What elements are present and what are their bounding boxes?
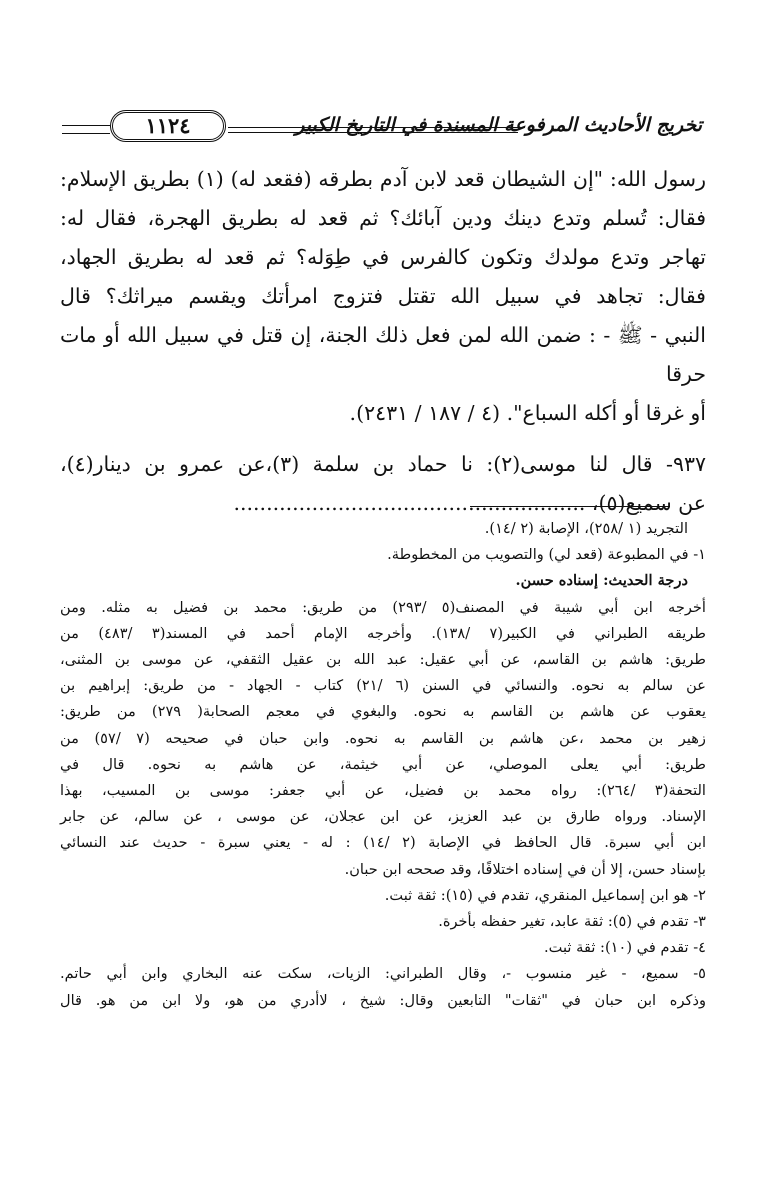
footnote-line: بإسناد حسن، إلا أن في إسناده اختلافًا، وقد صححه ابن حبان. <box>344 860 706 878</box>
header-rule <box>228 132 518 133</box>
text-line: تهاجر وتدع مولدك وتكون كالفرس في طِوَله؟ ثم قعد له بطريق الجهاد، <box>60 245 706 269</box>
footnote-line: يعقوب عن هاشم بن القاسم به نحوه. والبغوي في معجم الصحابة( ٢٧٩) من طريق: <box>60 703 707 721</box>
footnote-line: الإسناد. ورواه طارق بن عبد العزيز، عن ابن عجلان، عن موسى ، عن سالم، عن جابر <box>60 808 706 826</box>
footnote-line: عن سالم به نحوه. والنسائي في السنن (٦ /٢١) كتاب - الجهاد - من طريق: إبراهيم بن <box>60 677 707 695</box>
footnote-line: طريقه الطبراني في الكبير(٧ /١٣٨). وأخرجه الإمام أحمد في المسند(٣ /٤٨٣) من <box>60 624 706 642</box>
text-line: أو غرقا أو أكله السباع". (٤ / ١٨٧ / ٢٤٣١). <box>349 401 706 425</box>
text-line: فقال: تجاهد في سبيل الله تقتل فتزوج امرأتك ويقسم ميراثك؟ قال <box>60 284 706 308</box>
footnote-line: ١- في المطبوعة (قعد لي) والتصويب من المخطوطة. <box>387 546 706 564</box>
footnotes <box>60 516 706 1014</box>
page-header <box>62 108 702 148</box>
hadith-line: عن سميع(٥)، ...................................................... <box>233 491 706 515</box>
footnote-line: ٥- سميع، - غير منسوب -، وقال الطبراني: الزيات، سكت عنه البخاري وابن أبي حاتم. <box>60 965 706 983</box>
header-rule-end <box>62 125 110 134</box>
footnote-line: طريق: أبي يعلى الموصلي، عن أبي خيثمة، عن هاشم به نحوه. قال في <box>60 755 706 773</box>
header-rule <box>228 127 518 128</box>
footnote-line: وذكره ابن حبان في "ثقات" التابعين وقال: شيخ ، لاأدري من هو، ولا ابن من هو. قال <box>60 991 706 1009</box>
page-number: ١١٢٤ <box>110 110 226 142</box>
footnote-line: ٤- تقدم في (١٠): ثقة ثبت. <box>544 939 706 957</box>
text-line: فقال: تُسلم وتدع دينك ودين آبائك؟ ثم قعد له بطريق الهجرة، فقال له: <box>60 206 706 230</box>
footnote-line: ٣- تقدم في (٥): ثقة عابد، تغير حفظه بأخرة. <box>438 913 706 931</box>
footnote-line: أخرجه ابن أبي شيبة في المصنف(٥ /٢٩٣) من طريق: محمد بن فضيل به مثله. ومن <box>60 598 706 616</box>
footnote-line: ٢- هو ابن إسماعيل المنقري، تقدم في (١٥): ثقة ثبت. <box>384 886 706 904</box>
text-line: رسول الله: "إن الشيطان قعد لابن آدم بطرقه (فقعد له) (١) بطريق الإسلام: <box>60 167 706 191</box>
running-title: تخريج الأحاديث المرفوعة المسندة في التاريخ الكبير <box>295 114 702 136</box>
main-text <box>60 160 706 523</box>
hadith-line: ٩٣٧- قال لنا موسى(٢): نا حماد بن سلمة (٣)،عن عمرو بن دينار(٤)، <box>60 452 706 476</box>
footnote-line: التجريد (١ /٢٥٨)، الإصابة (٢ /١٤). <box>484 520 688 537</box>
footnote-line: التحفة(٣ /٢٦٤): رواه محمد بن فضيل، عن أبي جعفر: موسى بن المسيب، بهذا <box>60 782 706 800</box>
footnote-line: طريق: هاشم بن القاسم، عن أبي عقيل: عبد الله بن عقيل الثقفي، عن موسى بن المثنى، <box>60 651 706 669</box>
text-line: النبي - ﷺ - : ضمن الله لمن فعل ذلك الجنة، إن قتل في سبيل الله أو مات حرقا <box>60 323 706 386</box>
footnote-line: ابن أبي سبرة. قال الحافظ في الإصابة (٢ /١٤) : له - يعني سبرة - حديث عند النسائي <box>60 834 707 852</box>
hadith-grade: درجة الحديث: إسناده حسن. <box>515 572 688 590</box>
footnote-divider <box>470 506 670 507</box>
footnote-line: زهير بن محمد ،عن هاشم بن القاسم به نحوه. وابن حبان في صحيحه (٧ /٥٧) من <box>60 729 706 747</box>
